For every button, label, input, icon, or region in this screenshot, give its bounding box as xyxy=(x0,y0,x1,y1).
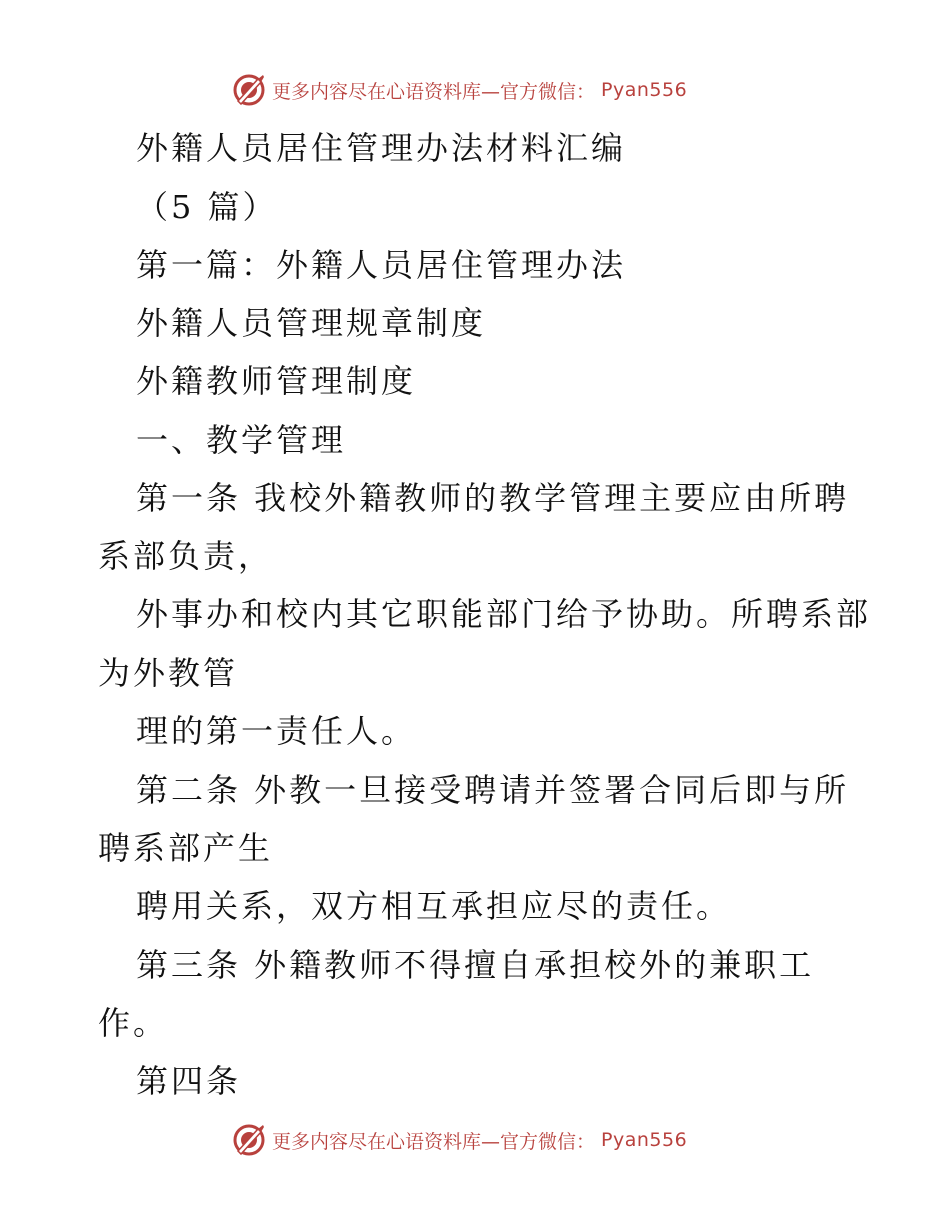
paragraph-line: 第四条 xyxy=(136,1062,242,1100)
paragraph-line: 理的第一责任人。 xyxy=(136,712,417,750)
pen-logo-icon xyxy=(232,73,266,107)
paragraph-line: 作。 xyxy=(98,1004,169,1042)
paragraph-line: 聘系部产生 xyxy=(98,829,274,867)
document-subtitle: （5 篇） xyxy=(136,188,278,226)
document-title: 外籍人员居住管理办法材料汇编 xyxy=(136,129,627,167)
subheading: 外籍教师管理制度 xyxy=(136,362,417,400)
footer-banner xyxy=(232,1120,687,1160)
paragraph-line: 聘用关系，双方相互承担应尽的责任。 xyxy=(136,887,732,925)
section-heading: 第一篇：外籍人员居住管理办法 xyxy=(136,246,627,284)
header-banner xyxy=(232,70,687,110)
paragraph-line: 外事办和校内其它职能部门给予协助。所聘系部 xyxy=(136,595,872,633)
paragraph-line: 第三条 外籍教师不得擅自承担校外的兼职工 xyxy=(136,946,815,984)
paragraph-line: 系部负责， xyxy=(98,537,274,575)
paragraph-line: 为外教管 xyxy=(98,654,239,692)
footer-banner-text: 更多内容尽在心语资料库—官方微信： xyxy=(272,1130,596,1153)
header-banner-text: 更多内容尽在心语资料库—官方微信： xyxy=(272,80,596,103)
header-wechat-id: Pyan556 xyxy=(601,79,688,101)
paragraph-line: 第二条 外教一旦接受聘请并签署合同后即与所 xyxy=(136,771,850,809)
chapter-heading: 一、教学管理 xyxy=(136,421,347,459)
paragraph-line: 第一条 我校外籍教师的教学管理主要应由所聘 xyxy=(136,479,850,517)
footer-wechat-id: Pyan556 xyxy=(601,1129,688,1151)
subheading: 外籍人员管理规章制度 xyxy=(136,304,487,342)
pen-logo-icon xyxy=(232,1123,266,1157)
